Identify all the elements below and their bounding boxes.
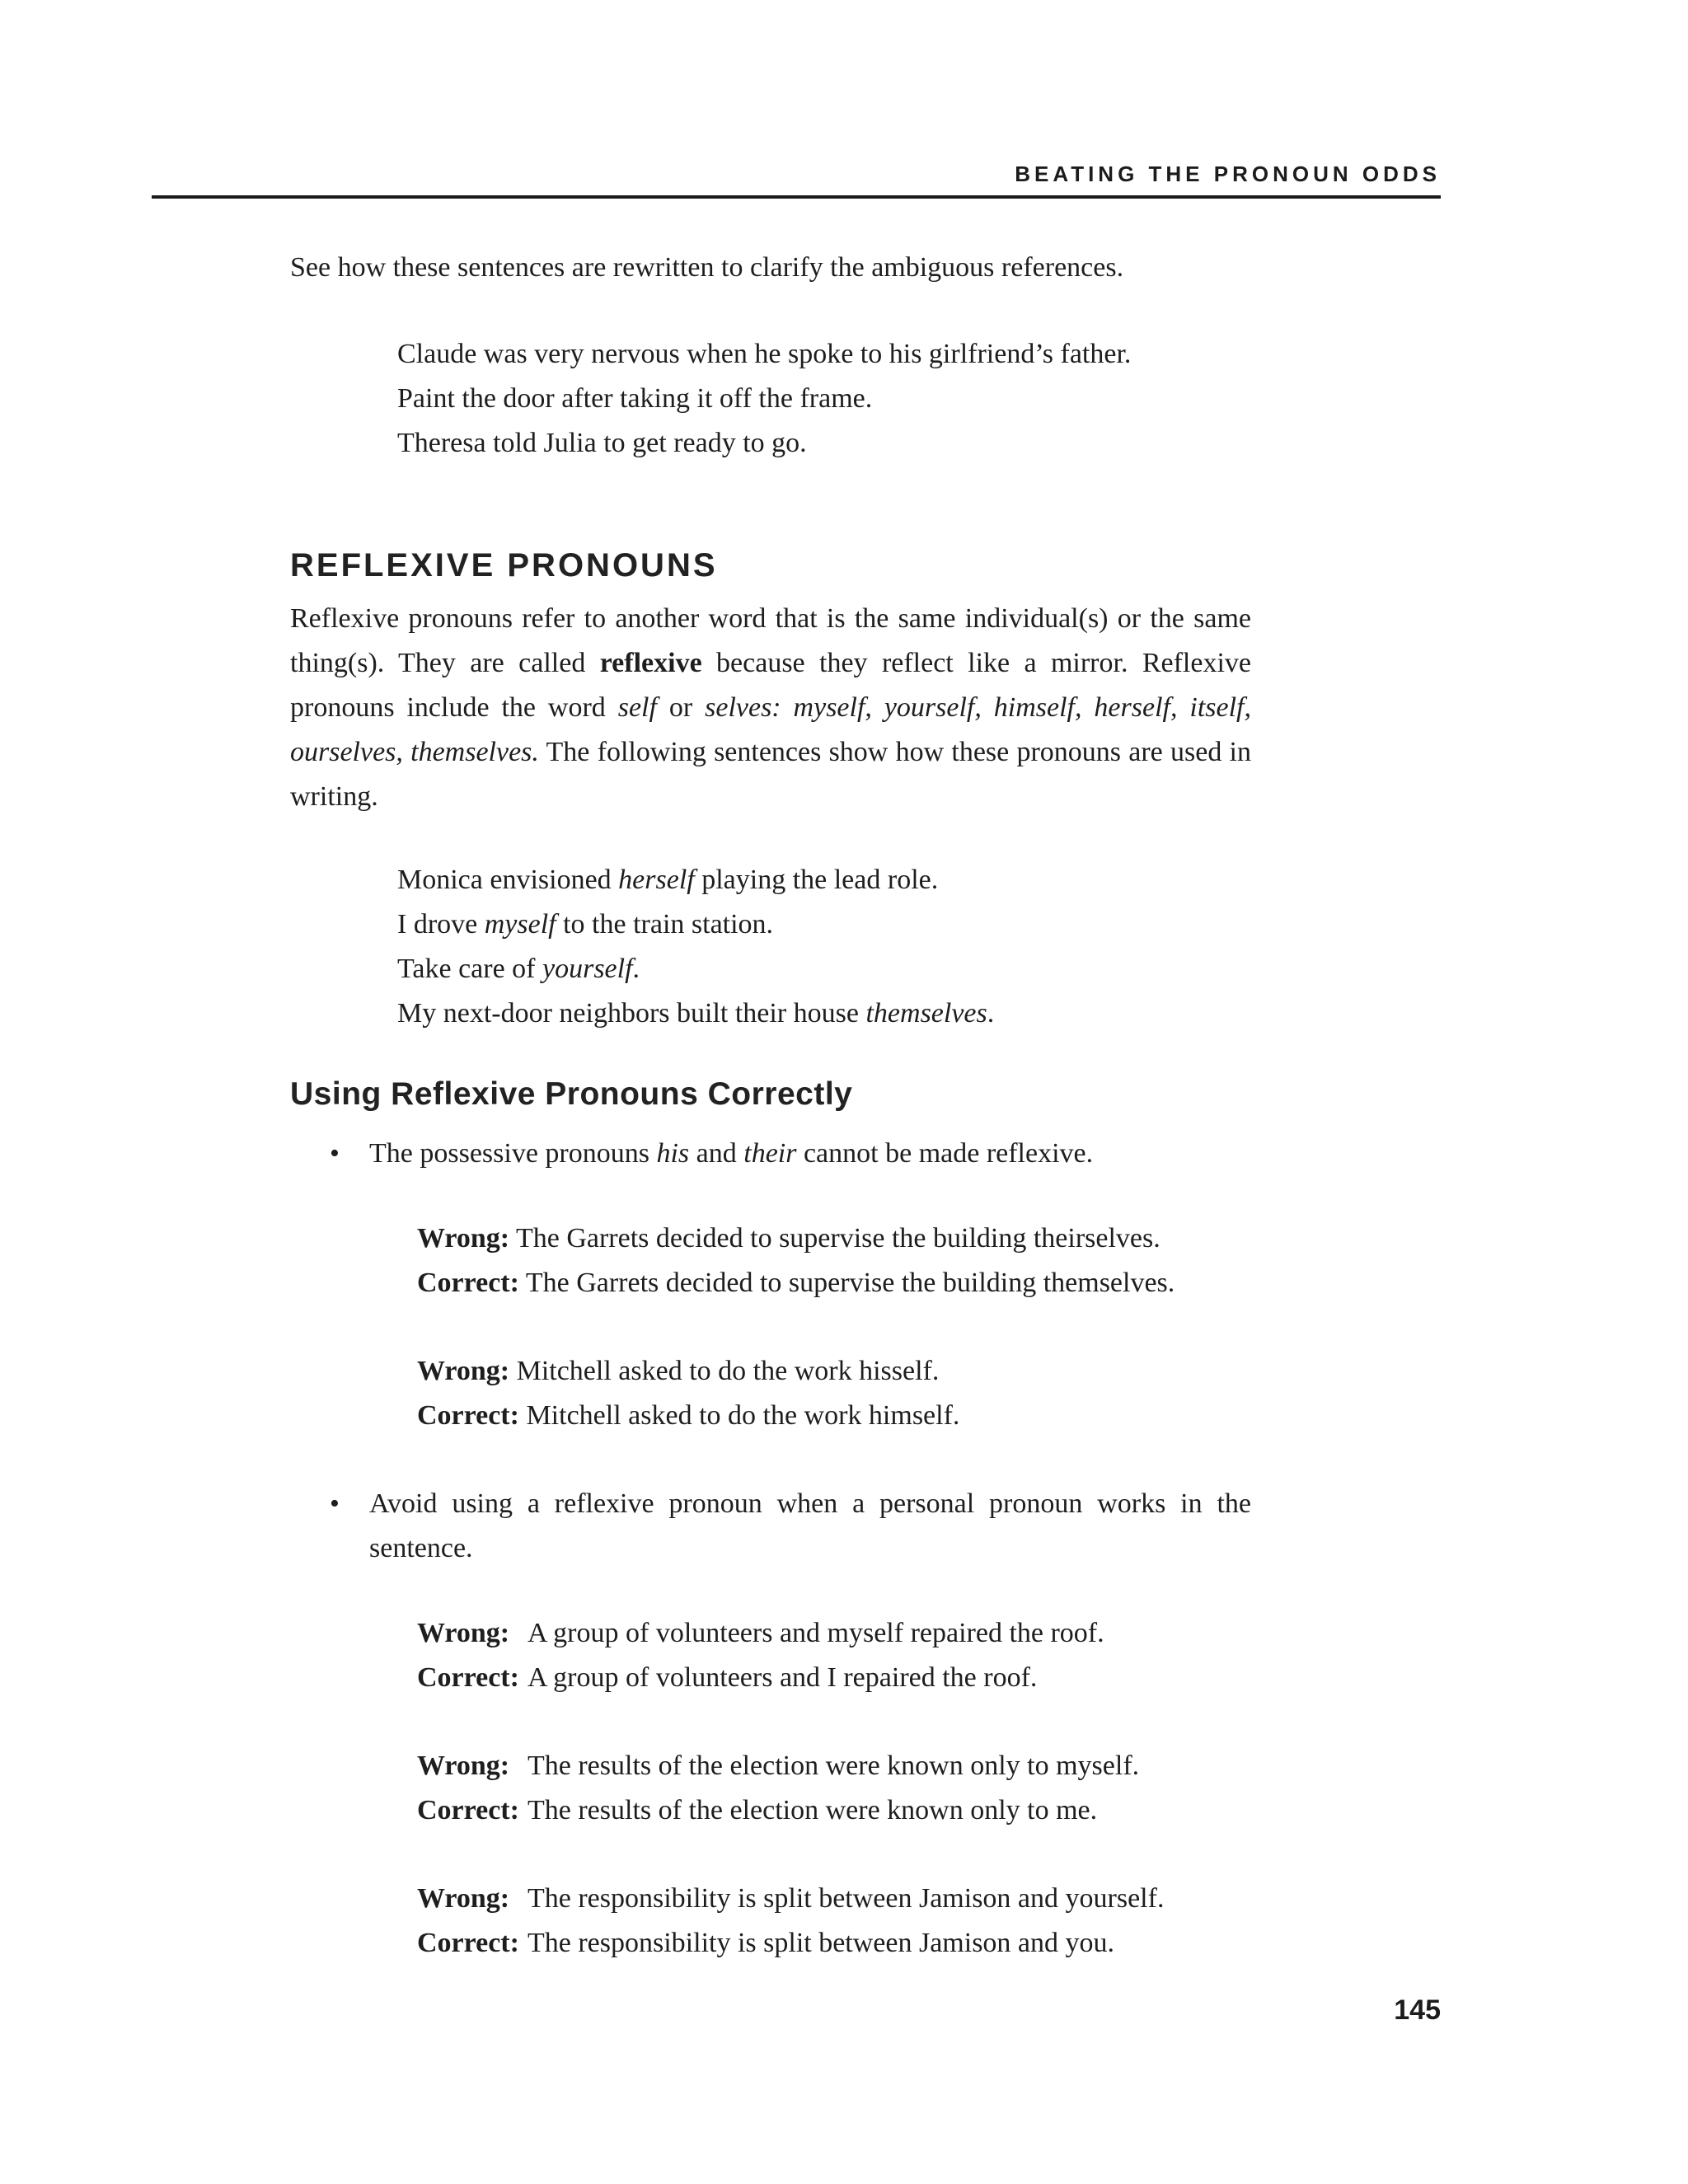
section-heading: REFLEXIVE PRONOUNS xyxy=(290,547,718,583)
correct-label: Correct: xyxy=(417,1928,519,1958)
correct-example-2: Correct: Mitchell asked to do the work himself. xyxy=(417,1400,960,1431)
subsection-heading: Using Reflexive Pronouns Correctly xyxy=(290,1076,853,1112)
reflexive-example-2: I drove myself to the train station. xyxy=(397,909,774,940)
bullet-2: • xyxy=(330,1488,340,1519)
wrong-label: Wrong: xyxy=(417,1750,510,1781)
wrong-label: Wrong: xyxy=(417,1356,510,1386)
correct-label: Correct: xyxy=(417,1795,519,1825)
wrong-example-2: Wrong: Mitchell asked to do the work hisself. xyxy=(417,1356,940,1386)
correct-example-5: Correct: The responsibility is split between Jamison and you. xyxy=(417,1921,1114,1966)
reflexive-example-1: Monica envisioned herself playing the lead role. xyxy=(397,865,939,895)
wrong-example-4: Wrong: The results of the election were known only to myself. xyxy=(417,1744,1139,1788)
intro-sentence: See how these sentences are rewritten to clarify the ambiguous references. xyxy=(290,252,1124,283)
rule-1-text: The possessive pronouns his and their cannot be made reflexive. xyxy=(369,1138,1094,1169)
running-head: BEATING THE PRONOUN ODDS xyxy=(1015,162,1441,186)
reflexive-example-3: Take care of yourself. xyxy=(397,954,640,984)
wrong-label: Wrong: xyxy=(417,1223,510,1254)
rewritten-example-1: Claude was very nervous when he spoke to his girlfriend’s father. xyxy=(397,339,1132,369)
bullet-1: • xyxy=(330,1138,340,1169)
rule-2-text: Avoid using a reflexive pronoun when a personal pronoun works in the sentence. xyxy=(369,1488,1251,1563)
correct-example-1: Correct: The Garrets decided to supervise the building themselves. xyxy=(417,1268,1175,1298)
wrong-example-3: Wrong: A group of volunteers and myself repaired the roof. xyxy=(417,1611,1104,1656)
rewritten-example-3: Theresa told Julia to get ready to go. xyxy=(397,428,807,458)
wrong-example-1: Wrong: The Garrets decided to supervise the building theirselves. xyxy=(417,1223,1160,1254)
wrong-label: Wrong: xyxy=(417,1883,510,1914)
correct-label: Correct: xyxy=(417,1268,519,1298)
correct-example-4: Correct: The results of the election were known only to me. xyxy=(417,1788,1097,1833)
correct-label: Correct: xyxy=(417,1400,519,1431)
reflexive-example-4: My next-door neighbors built their house themselves. xyxy=(397,998,995,1029)
page-number: 145 xyxy=(1394,1994,1441,2026)
rewritten-example-2: Paint the door after taking it off the frame. xyxy=(397,383,873,414)
header-rule xyxy=(152,195,1441,199)
wrong-example-5: Wrong: The responsibility is split between Jamison and yourself. xyxy=(417,1877,1164,1921)
wrong-label: Wrong: xyxy=(417,1618,510,1648)
correct-label: Correct: xyxy=(417,1662,519,1693)
section-paragraph: Reflexive pronouns refer to another word that is the same individual(s) or the same thing(s). They are called reflexive because they reflect like a mirror. Reflexive pronouns include the word self or selves: myself, yourself, himself, herself, itself, ourselves, themselves. The following sentences show how these pronouns are used in writing. xyxy=(290,603,1251,812)
correct-example-3: Correct: A group of volunteers and I repaired the roof. xyxy=(417,1656,1037,1700)
